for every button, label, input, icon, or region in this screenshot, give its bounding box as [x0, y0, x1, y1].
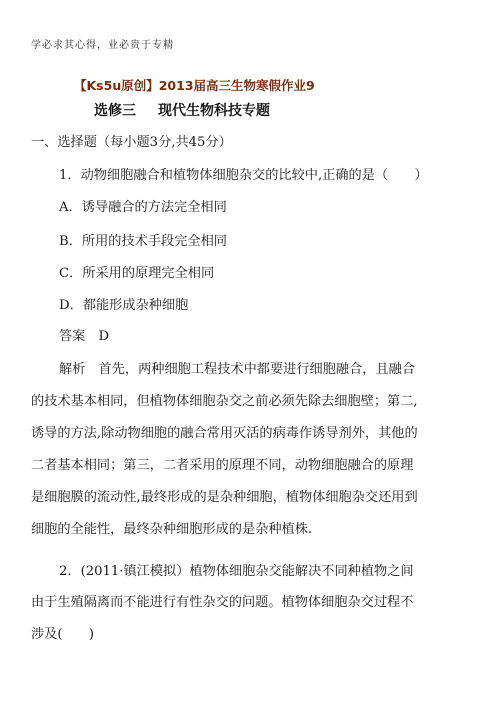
analysis-line-1: 解析 首先，两种细胞工程技术中都要进行细胞融合，且融合: [59, 362, 416, 377]
subtitle-part: 选修三: [94, 103, 136, 119]
question-1-option-d: D．都能形成杂种细胞: [59, 298, 189, 313]
analysis-line-5: 是细胞膜的流动性,最终形成的是杂种细胞，植物体细胞杂交还用到: [31, 490, 418, 505]
subtitle-topic: 现代生物科技专题: [158, 103, 270, 119]
question-2-line-1: 2．(2011·镇江模拟）植物体细胞杂交能解决不同种植物之间: [59, 564, 414, 579]
question-1-option-a: A．诱导融合的方法完全相同: [59, 200, 227, 215]
analysis-line-4: 二者基本相同；第三，二者采用的原理不同，动物细胞融合的原理: [31, 458, 414, 473]
analysis-line-6: 细胞的全能性，最终杂种细胞形成的是杂种植株.: [31, 522, 313, 537]
analysis-line-3: 诱导的方法,除动物细胞的融合常用灭活的病毒作诱导剂外，其他的: [31, 426, 418, 441]
question-1-stem: 1．动物细胞融合和植物体细胞杂交的比较中,正确的是（ ）: [59, 168, 428, 183]
question-1-option-c: C．所采用的原理完全相同: [59, 266, 215, 281]
header-motto: 学必求其心得，业必贵于专精: [31, 40, 174, 51]
question-1-option-b: B．所用的技术手段完全相同: [59, 234, 227, 249]
document-subtitle: [94, 100, 270, 120]
section-heading: 一、选择题（每小题3分,共45分）: [31, 135, 232, 150]
document-title: 【Ks5u原创】2013届高三生物寒假作业9: [74, 78, 315, 93]
question-1-answer: 答案 D: [59, 329, 110, 344]
analysis-line-2: 的技术基本相同，但植物体细胞杂交之前必须先除去细胞壁；第二,: [31, 394, 418, 409]
question-2-line-3: 涉及( ): [31, 627, 95, 642]
question-2-line-2: 由于生殖隔离而不能进行有性杂交的问题。植物体细胞杂交过程不: [31, 595, 414, 610]
